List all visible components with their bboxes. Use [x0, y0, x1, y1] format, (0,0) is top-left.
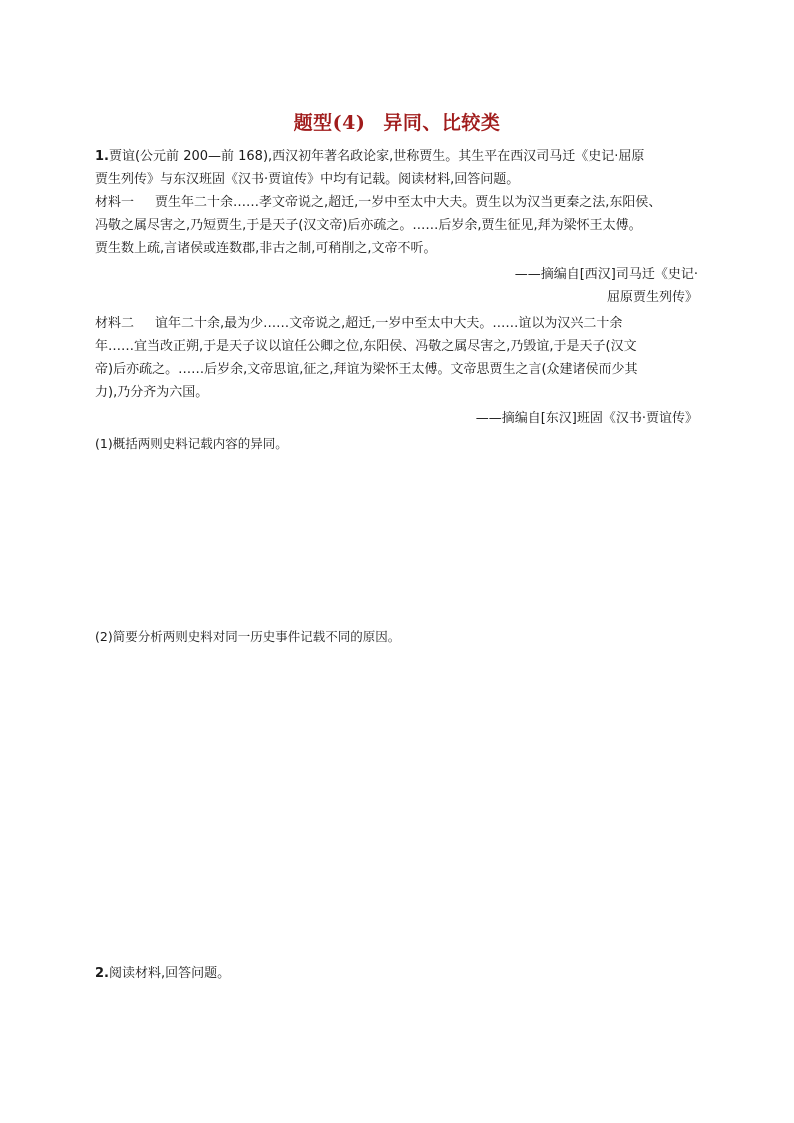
q2-number: 2. — [95, 966, 109, 981]
material-1-label: 材料一 — [95, 195, 135, 210]
material-2-line-4: 力),乃分齐为六国。 — [95, 385, 209, 400]
material-1-line-2: 冯敬之属尽害之,乃短贾生,于是天子(汉文帝)后亦疏之。……后岁余,贾生征见,拜为梁怀王太傅。 — [95, 218, 642, 233]
material-2-line-3: 帝)后亦疏之。……后岁余,文帝思谊,征之,拜谊为梁怀王太傅。文帝思贾生之言(众建诸侯而少其 — [95, 362, 638, 377]
q1-intro-line-1: 1.贾谊(公元前 200—前 168),西汉初年著名政论家,世称贾生。其生平在西汉司马迁《史记·屈原 — [95, 149, 645, 164]
material-1-source-line-2: 屈原贾生列传》 — [606, 290, 698, 305]
material-2-line-1: 材料二 谊年二十余,最为少……文帝说之,超迁,一岁中至太中大夫。……谊以为汉兴二十余 — [95, 316, 623, 331]
material-1-source-line-1: ——摘编自[西汉]司马迁《史记· — [514, 267, 698, 282]
q2-line: 2.阅读材料,回答问题。 — [95, 966, 231, 981]
q1-intro-line-2: 贾生列传》与东汉班固《汉书·贾谊传》中均有记载。阅读材料,回答问题。 — [95, 172, 520, 187]
title-topic: 异同、比较类 — [383, 112, 501, 134]
material-2-line-2: 年……宜当改正朔,于是天子议以谊任公卿之位,东阳侯、冯敬之属尽害之,乃毁谊,于是天子(汉文 — [95, 339, 637, 354]
material-1-line-1: 材料一 贾生年二十余……孝文帝说之,超迁,一岁中至太中大夫。贾生以为汉当更秦之法,东阳侯、 — [95, 195, 662, 210]
sub-question-2: (2)简要分析两则史料对同一历史事件记载不同的原因。 — [95, 629, 401, 644]
material-1-line-3: 贾生数上疏,言诸侯或连数郡,非古之制,可稍削之,文帝不听。 — [95, 241, 437, 256]
page-title — [0, 108, 794, 135]
q1-number: 1. — [95, 149, 109, 164]
material-2-source: ——摘编自[东汉]班固《汉书·贾谊传》 — [475, 411, 698, 426]
sub-question-1: (1)概括两则史料记载内容的异同。 — [95, 436, 288, 451]
material-2-label: 材料二 — [95, 316, 135, 331]
title-type: 题型(4) — [293, 112, 366, 134]
